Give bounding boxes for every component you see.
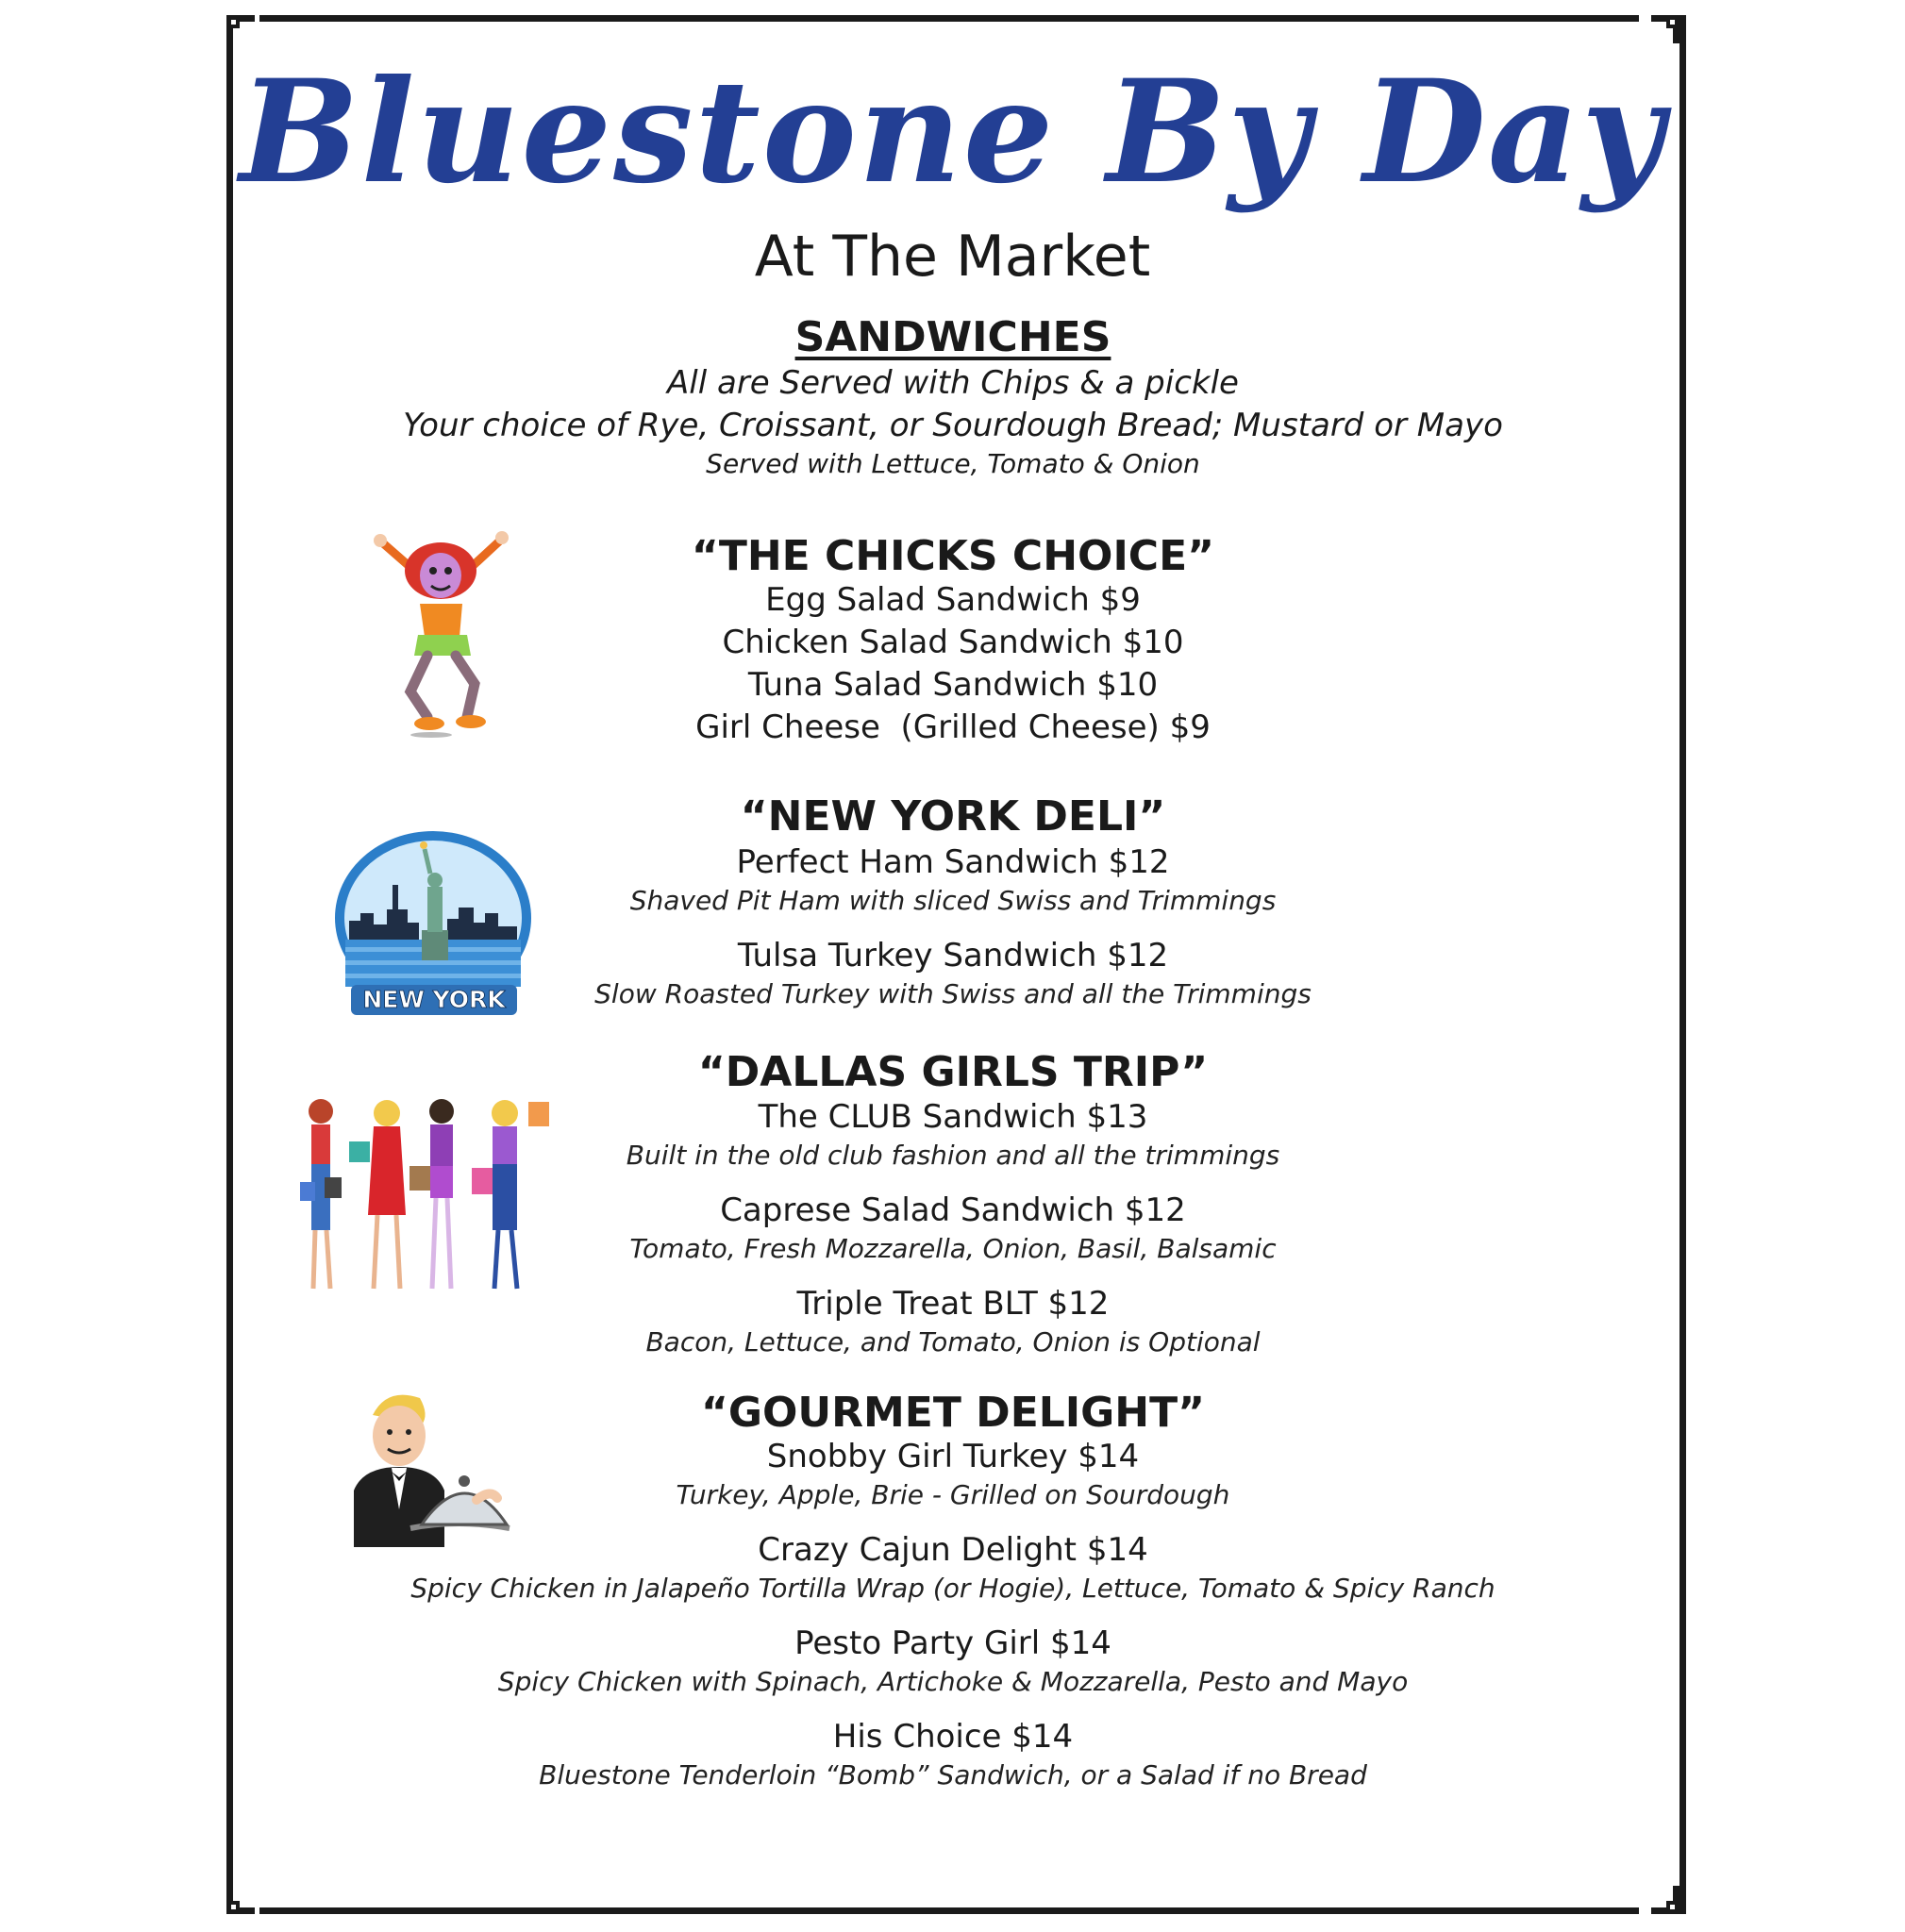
corner-ornament-bottom-right [1651, 1886, 1679, 1914]
group-title-gourmet: “GOURMET DELIGHT” [700, 1389, 1206, 1437]
item-name: Chicken Salad Sandwich [722, 624, 1112, 661]
item-price: $14 [1078, 1438, 1140, 1475]
item-name: Tuna Salad Sandwich [747, 666, 1087, 704]
item-name: Pesto Party Girl [794, 1624, 1041, 1662]
menu-item [311, 1716, 1595, 1757]
item-name: The CLUB Sandwich [758, 1098, 1077, 1136]
item-description: Built in the old club fashion and all the trimmings [626, 1140, 1280, 1171]
item-description: Turkey, Apple, Brie - Grilled on Sourdough [676, 1479, 1230, 1510]
note-bread: Your choice of Rye, Croissant, or Sourdough Bread; Mustard or Mayo [403, 407, 1503, 444]
item-description: Slow Roasted Turkey with Swiss and all the Trimmings [594, 978, 1312, 1009]
item-price: $10 [1122, 624, 1184, 661]
item-name: Perfect Ham Sandwich [736, 843, 1098, 881]
note-lettuce: Served with Lettuce, Tomato & Onion [706, 448, 1200, 479]
item-name: Triple Treat BLT [796, 1285, 1038, 1323]
item-price: $14 [1086, 1531, 1148, 1569]
group-title-nydeli: “NEW YORK DELI” [740, 792, 1166, 841]
item-description: Shaved Pit Ham with sliced Swiss and Trimmings [629, 885, 1277, 916]
group-title-chicks: “THE CHICKS CHOICE” [691, 532, 1215, 580]
item-name: His Choice [832, 1718, 1002, 1756]
dancing-girl-illustration [373, 524, 510, 741]
item-name: Snobby Girl Turkey [766, 1438, 1068, 1475]
group-title-dallas: “DALLAS GIRLS TRIP” [697, 1048, 1209, 1096]
item-price: $9 [1099, 581, 1141, 619]
item-name: Girl Cheese (Grilled Cheese) [695, 708, 1160, 746]
item-price: $12 [1107, 937, 1169, 974]
item-name: Tulsa Turkey Sandwich [737, 937, 1097, 974]
section-heading-text: SANDWICHES [794, 313, 1111, 361]
item-price: $10 [1096, 666, 1159, 704]
item-price: $12 [1108, 843, 1170, 881]
item-name: Crazy Cajun Delight [758, 1531, 1077, 1569]
item-price: $9 [1169, 708, 1211, 746]
butler-illustration [335, 1387, 519, 1552]
item-price: $12 [1047, 1285, 1110, 1323]
item-description: Bacon, Lettuce, and Tomato, Onion is Optional [645, 1326, 1261, 1357]
item-price: $13 [1086, 1098, 1148, 1136]
corner-ornament-bottom-left [226, 1886, 255, 1914]
note-chips: All are Served with Chips & a pickle [667, 364, 1239, 402]
item-price: $12 [1124, 1191, 1186, 1229]
item-description: Tomato, Fresh Mozzarella, Onion, Basil, Balsamic [629, 1233, 1277, 1264]
new-york-badge-illustration [332, 828, 535, 1017]
page-border-top [259, 15, 1639, 22]
item-description: Spicy Chicken with Spinach, Artichoke & Mozzarella, Pesto and Mayo [497, 1666, 1409, 1697]
shopping-girls-illustration [292, 1092, 566, 1300]
item-name: Egg Salad Sandwich [765, 581, 1090, 619]
new-york-badge-text: NEW YORK [362, 986, 506, 1013]
menu-item [311, 1623, 1595, 1664]
page-border-bottom [259, 1907, 1639, 1914]
section-heading [311, 311, 1595, 364]
item-price: $14 [1050, 1624, 1111, 1662]
menu-subtitle: At The Market [754, 224, 1151, 290]
item-description: Spicy Chicken in Jalapeño Tortilla Wrap (or Hogie), Lettuce, Tomato & Spicy Ranch [410, 1573, 1496, 1604]
menu-title: Bluestone By Day [239, 49, 1666, 215]
item-price: $14 [1011, 1718, 1074, 1756]
item-description: Bluestone Tenderloin “Bomb” Sandwich, or a Salad if no Bread [539, 1759, 1367, 1790]
item-name: Caprese Salad Sandwich [720, 1191, 1115, 1229]
